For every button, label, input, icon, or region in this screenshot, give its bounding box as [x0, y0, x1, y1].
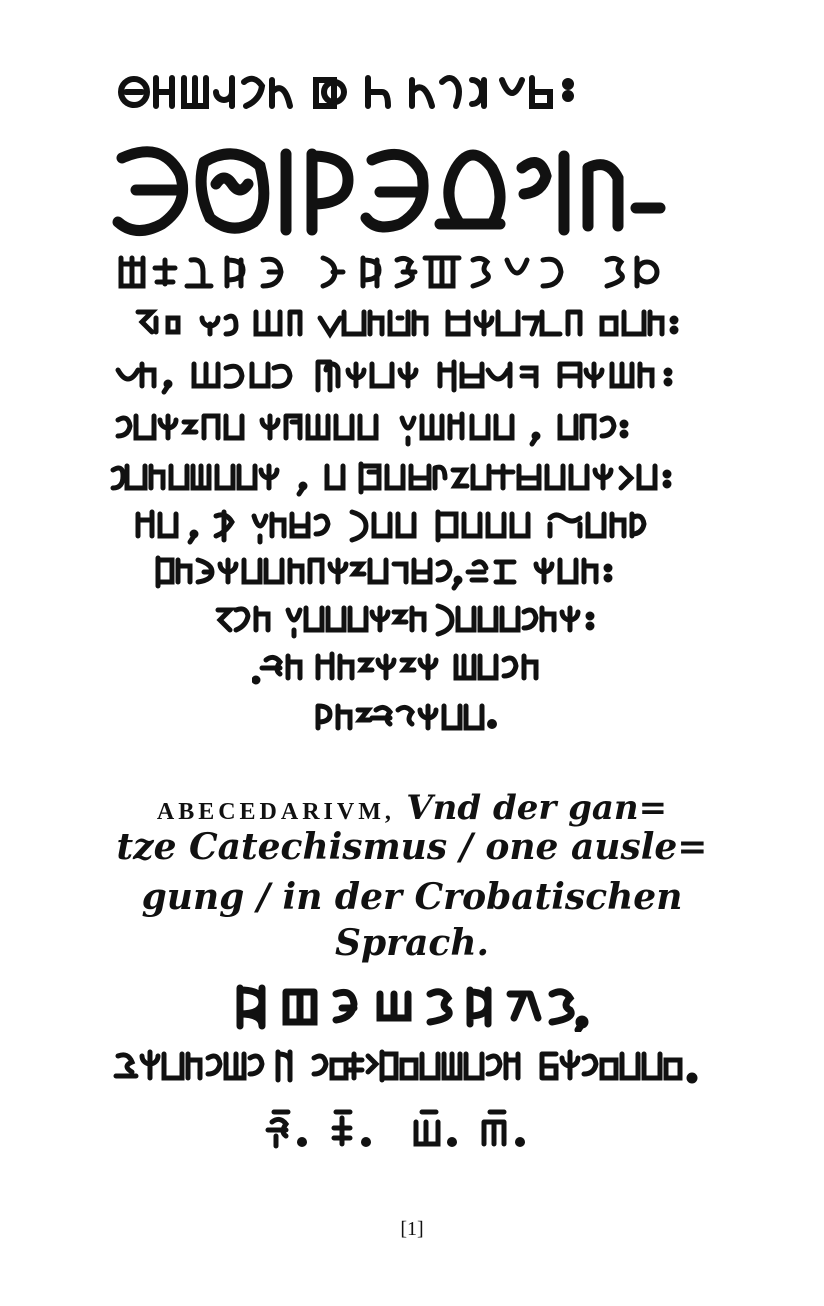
glagolitic-glyphs: [152, 552, 672, 592]
title-line-1: [0, 788, 824, 828]
glagolitic-glyphs: [112, 1046, 712, 1090]
glagolitic-text-line-5: [0, 356, 824, 396]
glagolitic-date-line: [0, 1108, 824, 1156]
glagolitic-glyphs: [212, 600, 612, 640]
glagolitic-glyphs: [232, 980, 592, 1032]
glagolitic-text-line-9: [0, 552, 824, 592]
glagolitic-imprint-line-2: [0, 1046, 824, 1090]
glagolitic-text-line-11: [0, 648, 824, 688]
glagolitic-glyphs: [112, 356, 712, 396]
title-line-4: Sprach.: [334, 922, 490, 964]
glagolitic-text-line-12: [0, 698, 824, 738]
glagolitic-glyphs: [112, 138, 712, 238]
glagolitic-imprint-line-1: [0, 980, 824, 1032]
glagolitic-text-line-7: [0, 458, 824, 498]
glagolitic-large-title-line: [0, 138, 824, 238]
glagolitic-heading-line: [0, 62, 824, 118]
page-number: [1]: [400, 1218, 424, 1240]
glagolitic-glyphs: [132, 506, 692, 546]
glagolitic-glyphs: [112, 62, 712, 118]
glagolitic-glyphs: [312, 698, 512, 738]
title-line-1-fraktur: Vnd der gan=: [406, 788, 668, 828]
glagolitic-glyphs: [262, 1108, 562, 1156]
glagolitic-text-line-8: [0, 506, 824, 546]
glagolitic-glyphs: [112, 408, 712, 448]
glagolitic-glyphs: [117, 252, 707, 292]
glagolitic-text-line-6: [0, 408, 824, 448]
glagolitic-text-line-4: [0, 304, 824, 342]
abecedarium-word: ABECEDARIVM,: [156, 799, 395, 825]
glagolitic-glyphs: [252, 648, 572, 688]
title-line-3: gung / in der Crobatischen: [141, 876, 683, 918]
title-line-2: tze Catechismus / one ausle=: [116, 826, 708, 868]
glagolitic-text-line-10: [0, 600, 824, 640]
glagolitic-text-line-3: [0, 252, 824, 292]
glagolitic-glyphs: [132, 304, 692, 342]
glagolitic-glyphs: [107, 458, 717, 498]
